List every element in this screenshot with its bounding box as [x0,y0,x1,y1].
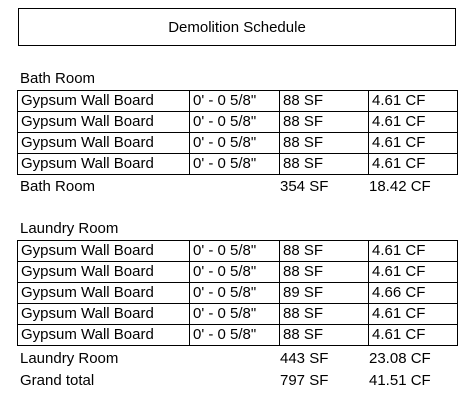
grand-total-label: Grand total [20,372,95,389]
group-header-bath-room: Bath Room [20,70,96,87]
table-row [18,304,458,325]
area-cell: 88 SF [280,241,369,262]
material-cell: Gypsum Wall Board [18,112,190,133]
subtotal-area: 443 SF [280,350,329,367]
area-cell: 88 SF [280,91,369,112]
material-cell: Gypsum Wall Board [18,154,190,175]
volume-cell: 4.61 CF [369,112,458,133]
thickness-cell: 0' - 0 5/8" [190,133,280,154]
subtotal-volume: 23.08 CF [369,350,431,367]
volume-cell: 4.61 CF [369,154,458,175]
table-row [18,91,458,112]
grand-total-area: 797 SF [280,372,329,389]
thickness-cell: 0' - 0 5/8" [190,241,280,262]
table-row [18,154,458,175]
volume-cell: 4.61 CF [369,241,458,262]
area-cell: 89 SF [280,283,369,304]
volume-cell: 4.61 CF [369,304,458,325]
area-cell: 88 SF [280,262,369,283]
table-row [18,112,458,133]
area-cell: 88 SF [280,325,369,346]
area-cell: 88 SF [280,112,369,133]
subtotal-area: 354 SF [280,178,329,195]
volume-cell: 4.61 CF [369,91,458,112]
material-cell: Gypsum Wall Board [18,304,190,325]
thickness-cell: 0' - 0 5/8" [190,154,280,175]
material-cell: Gypsum Wall Board [18,133,190,154]
subtotal-label: Laundry Room [20,350,119,367]
thickness-cell: 0' - 0 5/8" [190,91,280,112]
schedule-title-box [18,8,456,46]
volume-cell: 4.66 CF [369,283,458,304]
subtotal-label: Bath Room [20,178,96,195]
area-cell: 88 SF [280,154,369,175]
bath-room-table [17,90,458,175]
material-cell: Gypsum Wall Board [18,262,190,283]
subtotal-volume: 18.42 CF [369,178,431,195]
material-cell: Gypsum Wall Board [18,325,190,346]
area-cell: 88 SF [280,133,369,154]
grand-total-volume: 41.51 CF [369,372,431,389]
thickness-cell: 0' - 0 5/8" [190,283,280,304]
volume-cell: 4.61 CF [369,133,458,154]
group-header-laundry-room: Laundry Room [20,220,119,237]
material-cell: Gypsum Wall Board [18,283,190,304]
volume-cell: 4.61 CF [369,325,458,346]
thickness-cell: 0' - 0 5/8" [190,325,280,346]
volume-cell: 4.61 CF [369,262,458,283]
table-row [18,325,458,346]
table-row [18,241,458,262]
schedule-title: Demolition Schedule [168,18,306,36]
material-cell: Gypsum Wall Board [18,241,190,262]
table-row [18,133,458,154]
thickness-cell: 0' - 0 5/8" [190,262,280,283]
material-cell: Gypsum Wall Board [18,91,190,112]
laundry-room-table [17,240,458,346]
thickness-cell: 0' - 0 5/8" [190,304,280,325]
table-row [18,283,458,304]
area-cell: 88 SF [280,304,369,325]
thickness-cell: 0' - 0 5/8" [190,112,280,133]
table-row [18,262,458,283]
